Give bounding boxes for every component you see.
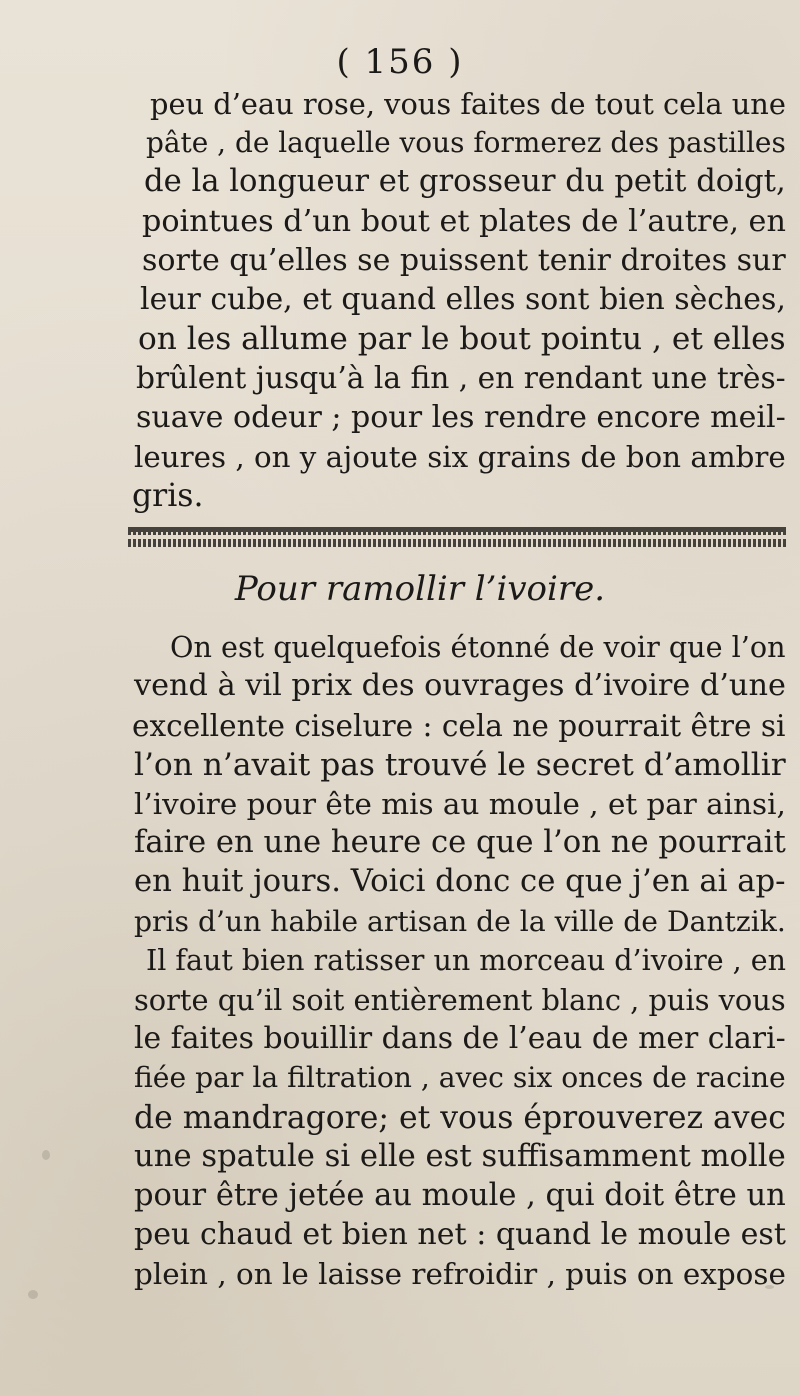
- text-line: On est quelquefois étonné de voir que l’on: [170, 630, 786, 665]
- text-line: peu d’eau rose, vous faites de tout cela une: [150, 87, 786, 121]
- text-line: sorte qu’il soit entièrement blanc , puis vous: [134, 983, 786, 1017]
- text-line: brûlent jusqu’à la fin , en rendant une très-: [136, 360, 786, 396]
- text-line: pâte , de laquelle vous formerez des pastilles: [146, 126, 786, 160]
- text-line: faire en une heure ce que l’on ne pourrait: [134, 825, 786, 861]
- text-line: Il faut bien ratisser un morceau d’ivoire , en: [146, 943, 786, 977]
- text-line: sorte qu’elles se puissent tenir droites sur: [142, 242, 786, 278]
- ornamental-rule: [128, 527, 786, 547]
- text-line: on les allume par le bout pointu , et elles: [138, 321, 786, 358]
- page-number: ( 156 ): [336, 42, 464, 82]
- text-line: l’ivoire pour ête mis au moule , et par ainsi,: [134, 787, 786, 821]
- text-line: pour être jetée au moule , qui doit être un: [134, 1178, 786, 1213]
- text-line: le faites bouillir dans de l’eau de mer clari-: [134, 1021, 786, 1057]
- text-line: leur cube, et quand elles sont bien sèches,: [140, 282, 786, 317]
- text-line: suave odeur ; pour les rendre encore meil-: [136, 399, 786, 435]
- text-line: pris d’un habile artisan de la ville de Dantzik.: [134, 904, 786, 938]
- text-line: en huit jours. Voici donc ce que j’en ai ap-: [134, 864, 786, 900]
- text-line: gris.: [132, 478, 204, 514]
- text-line: de mandragore; et vous éprouverez avec: [134, 1099, 786, 1136]
- text-line: plein , on le laisse refroidir , puis on expose: [134, 1257, 786, 1292]
- text-line: vend à vil prix des ouvrages d’ivoire d’une: [134, 668, 786, 704]
- text-line: peu chaud et bien net : quand le moule est: [134, 1217, 786, 1253]
- text-line: de la longueur et grosseur du petit doigt,: [144, 164, 786, 200]
- text-line: une spatule si elle est suffisamment molle: [134, 1138, 786, 1174]
- text-line: l’on n’avait pas trouvé le secret d’amollir: [134, 746, 786, 783]
- text-line: fiée par la filtration , avec six onces de racine: [134, 1061, 786, 1095]
- text-line: excellente ciselure : cela ne pourrait être si: [132, 708, 786, 743]
- text-line: leures , on y ajoute six grains de bon ambre: [134, 439, 786, 474]
- section-heading: Pour ramollir l’ivoire.: [234, 569, 606, 610]
- text-line: pointues d’un bout et plates de l’autre, en: [142, 203, 786, 239]
